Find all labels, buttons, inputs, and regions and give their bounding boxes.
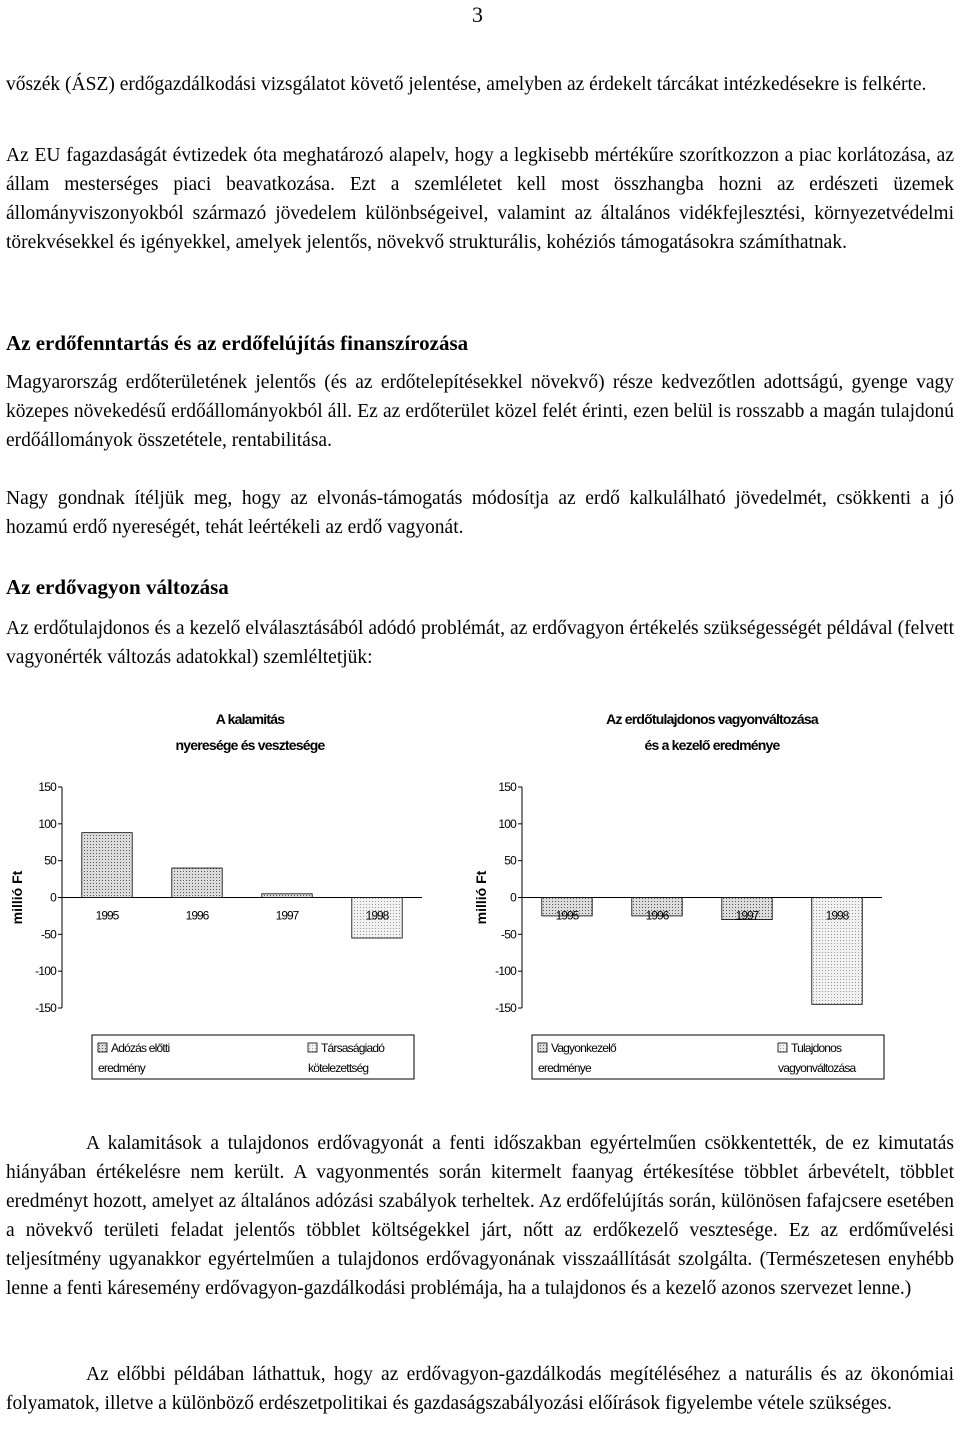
chart-2-x-tick-label: 1998 bbox=[825, 908, 849, 923]
chart-1-bar-1-1995 bbox=[82, 833, 132, 898]
chart-2-legend-label-1-line2: eredménye bbox=[538, 1061, 591, 1075]
chart-2-title-line1: Az erdőtulajdonos vagyonváltozása bbox=[606, 711, 818, 727]
chart-2-x-tick-label: 1996 bbox=[645, 908, 669, 923]
chart-1-y-tick-label: 100 bbox=[38, 816, 56, 831]
chart-2-y-tick-label: 0 bbox=[510, 890, 516, 905]
paragraph-1: vőszék (ÁSZ) erdőgazdálkodási vizsgálatot követő jelentése, amelyben az érdekelt tárcákat intézkedésekre is felkérte. bbox=[6, 74, 927, 95]
chart-2-y-tick-label: 50 bbox=[504, 853, 516, 868]
chart-2-x-tick-label: 1997 bbox=[735, 908, 759, 923]
chart-1-y-tick-label: 150 bbox=[38, 780, 56, 794]
paragraph-3: Magyarország erdőterületének jelentős (és az erdőtelepítésekkel növekvő) része kedvezőtlen adottságú, gyenge vagy közepes növekedésű erdőállományokból áll. Ez az erdőterület közel felét érinti, ezen belül is rosszabb a magán tulajdonú erdőállományok összetétele, rentabilitása. bbox=[6, 372, 954, 451]
charts-container bbox=[0, 700, 960, 1110]
chart-1-x-tick-label: 1998 bbox=[365, 908, 389, 923]
chart-1-y-axis-label: millió Ft bbox=[9, 870, 25, 925]
chart-2-y-tick-label: 150 bbox=[498, 780, 516, 794]
charts-figure bbox=[0, 700, 960, 1110]
paragraph-7: Az előbbi példában láthattuk, hogy az erdővagyon-gazdálkodás megítéléséhez a naturális és az ökonómiai folyamatok, illetve a különböző erdészetpolitikai és gazdaságszabályozási előírások figyelembe vétele szükséges. bbox=[6, 1364, 954, 1414]
chart-2-x-tick-label: 1995 bbox=[555, 908, 579, 923]
paragraph-4: Nagy gondnak ítéljük meg, hogy az elvonás-támogatás módosítja az erdő kalkulálható jövedelmét, csökkenti a jó hozamú erdő nyereségét, tehát leértékeli az erdő vagyonát. bbox=[6, 488, 954, 538]
paragraph-5: Az erdőtulajdonos és a kezelő elválasztásából adódó problémát, az erdővagyon értékelés szükségességét példával (felvett vagyonérték változás adatokkal) szemléltetjük: bbox=[6, 618, 954, 668]
chart-1-legend-label-2-line2: kötelezettség bbox=[308, 1061, 369, 1075]
chart-2-legend-label-1-line1: Vagyonkezelő bbox=[551, 1041, 616, 1055]
chart-1-title-line2: nyeresége és vesztesége bbox=[175, 737, 325, 753]
paragraph-2: Az EU fagazdaságát évtizedek óta meghatározó alapelv, hogy a legkisebb mértékűre szorítkozzon a piac korlátozása, az állam mesterséges piaci beavatkozása. Ezt a szemléletet kell most összhangba hozni az erdészeti üzemek állományviszonyokból származó jövedelem különbségeivel, valamint az általános vidékfejlesztési, környezetvédelmi törekvésekkel és igényekkel, amelyek jelentős, növekvő strukturális, kohéziós támogatásokra számíthatnak. bbox=[6, 145, 954, 253]
chart-2-legend-label-2-line2: vagyonváltozása bbox=[778, 1061, 856, 1075]
chart-1-y-tick-label: -100 bbox=[35, 964, 56, 979]
chart-2-legend-swatch-2 bbox=[778, 1043, 787, 1052]
chart-1-y-tick-label: -150 bbox=[35, 1001, 56, 1015]
paragraph-6: A kalamitások a tulajdonos erdővagyonát a fenti időszakban egyértelműen csökkentették, de ez kimutatás hiányában értékelésre nem került. A vagyonmentés során kitermelt faanyag értékesítése többlet árbevételt, többlet eredményt hozott, amelyet az általános adózási szabályok terheltek. Az erdőfelújítás során, különösen fafajcsere esetében a növekvő területi feladat jelentős többlet költségekkel járt, nőtt az erdőkezelő vesztesége. Ez az erdőművelési teljesítmény ugyanakkor egyértelműen a tulajdonos erdővagyonának visszaállítását szolgálta. (Természetesen enyhébb lenne a fenti káresemény erdővagyon-gazdálkodási problémája, ha a tulajdonos és a kezelő azonos szervezet lenne.) bbox=[6, 1133, 954, 1299]
chart-2-title-line2: és a kezelő eredménye bbox=[644, 737, 780, 753]
chart-1-title-line1: A kalamitás bbox=[215, 711, 285, 727]
chart-2-legend-label-2-line1: Tulajdonos bbox=[791, 1041, 842, 1055]
chart-1-legend-label-1-line2: eredmény bbox=[98, 1061, 145, 1075]
chart-1-x-tick-label: 1995 bbox=[95, 908, 119, 923]
chart-1-x-tick-label: 1996 bbox=[185, 908, 209, 923]
chart-1-bar-1-1997 bbox=[262, 894, 312, 898]
chart-1-legend-label-1-line1: Adózás előtti bbox=[111, 1041, 170, 1055]
chart-1-legend-swatch-2 bbox=[308, 1043, 317, 1052]
page-number: 3 bbox=[472, 2, 483, 27]
chart-1-y-tick-label: 50 bbox=[44, 853, 56, 868]
chart-1-x-tick-label: 1997 bbox=[275, 908, 299, 923]
chart-2-y-tick-label: -100 bbox=[495, 964, 516, 979]
chart-2-y-tick-label: -50 bbox=[501, 927, 516, 942]
chart-2-y-tick-label: 100 bbox=[498, 816, 516, 831]
chart-1-bar-1-1996 bbox=[172, 868, 222, 897]
heading-financing: Az erdőfenntartás és az erdőfelújítás finanszírozása bbox=[6, 331, 469, 355]
chart-2-y-axis-label: millió Ft bbox=[473, 870, 489, 925]
chart-1-legend-swatch-1 bbox=[98, 1043, 107, 1052]
chart-1-y-tick-label: -50 bbox=[41, 927, 56, 942]
heading-forest-assets: Az erdővagyon változása bbox=[6, 575, 229, 599]
chart-1-legend-label-2-line1: Társaságiadó bbox=[321, 1041, 385, 1055]
chart-2-legend-swatch-1 bbox=[538, 1043, 547, 1052]
chart-1-y-tick-label: 0 bbox=[50, 890, 56, 905]
chart-2-y-tick-label: -150 bbox=[495, 1001, 516, 1015]
